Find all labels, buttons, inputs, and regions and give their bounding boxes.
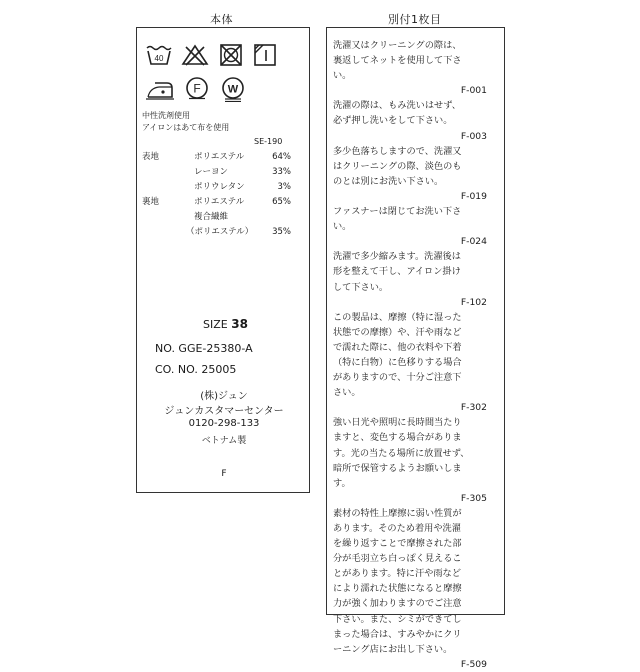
fabric-material: レーヨン xyxy=(194,167,229,177)
note-line: 裏返してネットを使用して下さ xyxy=(333,55,462,67)
note-line: により濡れた状態になると摩擦 xyxy=(333,583,462,595)
fabric-percent: 35% xyxy=(272,227,291,237)
fabric-row xyxy=(142,150,304,165)
customer-center: ジュンカスタマーセンター xyxy=(164,406,284,417)
note-line: とがあります。特に汗や雨など xyxy=(333,568,461,580)
note-line: 形を整えて干し、アイロン掛け xyxy=(333,266,461,278)
fabric-percent: 3% xyxy=(277,182,291,192)
fabric-material: 複合繊維 xyxy=(194,212,229,222)
note-line: い。 xyxy=(333,221,352,233)
note-line: で濡れた際に、他の衣料や下着 xyxy=(333,341,462,353)
size-line xyxy=(203,317,248,331)
note-code: F-001 xyxy=(460,85,487,97)
wet-clean-w-icon xyxy=(221,76,245,102)
fabric-material: （ポリエステル） xyxy=(186,227,254,237)
note-line: あります。そのため着用や洗濯 xyxy=(333,523,461,534)
note-line: がありますので、十分ご注意下 xyxy=(333,372,462,384)
note-line: 洗濯の際は、もみ洗いはせず、 xyxy=(333,100,461,112)
no-tumble-dry-icon xyxy=(219,44,243,66)
attached-label-header: 別付1枚目 xyxy=(388,13,442,26)
co-number: CO. NO. 25005 xyxy=(155,363,237,376)
fabric-part: 裏地 xyxy=(142,197,160,207)
note-line: ますと、変色する場合がありま xyxy=(333,432,462,444)
iron-low-with-cloth-icon xyxy=(145,78,175,100)
note-line: して下さい。 xyxy=(333,281,389,293)
fabric-percent: 65% xyxy=(272,197,291,207)
note-code: F-302 xyxy=(460,402,487,414)
note-code: F-305 xyxy=(460,492,487,504)
note-line: この製品は、摩擦（特に湿った xyxy=(333,311,462,323)
detergent-note: 中性洗剤使用 xyxy=(142,111,190,120)
fabric-percent: 64% xyxy=(272,152,291,162)
fabric-row xyxy=(142,180,304,195)
fabric-row xyxy=(142,195,304,210)
fabric-row xyxy=(142,225,304,240)
attached-care-label xyxy=(326,27,505,670)
company-name: (株)ジュン xyxy=(200,391,248,402)
note-line: 素材の特性上摩擦に弱い性質が xyxy=(333,507,462,519)
size-value: 38 xyxy=(231,317,248,331)
svg-text:F: F xyxy=(193,81,201,96)
size-label: SIZE xyxy=(203,318,228,331)
wash-tub-40-icon xyxy=(145,44,173,66)
note-code: F-019 xyxy=(460,190,487,202)
note-line: 洗濯又はクリーニングの際は、 xyxy=(333,40,462,51)
fabric-row xyxy=(142,165,304,180)
footer-mark: F xyxy=(221,469,227,479)
note-line: はクリーニングの際、淡色のも xyxy=(333,160,462,172)
item-number: NO. GGE-25380-A xyxy=(155,342,253,355)
fabric-row xyxy=(142,210,304,225)
main-label-header: 本体 xyxy=(210,13,233,26)
phone-number: 0120-298-133 xyxy=(188,418,260,429)
care-notes xyxy=(333,38,501,672)
fabric-material: ポリエステル xyxy=(194,152,245,162)
note-line: 暗所で保管するようお願いしま xyxy=(333,462,462,474)
note-line: まった場合は、すみやかにクリ xyxy=(333,628,462,640)
note-line: さい。 xyxy=(333,387,361,399)
country-of-origin: ベトナム製 xyxy=(201,436,247,446)
note-line: （特に白物）に色移りする場合 xyxy=(333,356,462,368)
iron-note: アイロンはあて布を使用 xyxy=(142,123,230,132)
main-care-label xyxy=(136,27,310,493)
note-line: 力が強く加わりますのでご注意 xyxy=(333,598,462,610)
no-bleach-icon xyxy=(181,44,209,66)
note-line: す。光の当たる場所に放置せず、 xyxy=(333,447,470,459)
note-line: 状態での摩擦）や、汗や雨など xyxy=(333,326,462,338)
note-code: F-024 xyxy=(460,236,487,248)
line-dry-shade-icon xyxy=(253,44,277,66)
note-line: 分が毛羽立ち白っぽく見えるこ xyxy=(333,553,462,565)
fabric-material: ポリウレタン xyxy=(194,182,245,192)
svg-text:W: W xyxy=(227,83,239,96)
fabric-part: 表地 xyxy=(142,152,160,162)
note-line: 必ず押し洗いをして下さい。 xyxy=(333,115,453,127)
note-line: 強い日光や照明に長時間当たり xyxy=(333,417,462,429)
note-line: のとは別にお洗い下さい。 xyxy=(333,175,444,187)
note-line: 多少色落ちしますので、洗濯又 xyxy=(333,145,462,157)
fabric-composition xyxy=(142,150,304,240)
note-code: F-509 xyxy=(460,658,487,670)
fabric-material: ポリエステル xyxy=(194,197,245,207)
note-line: 下さい。また、シミができてし xyxy=(333,613,462,625)
fabric-percent: 33% xyxy=(272,167,291,177)
note-code: F-003 xyxy=(460,130,487,142)
note-line: い。 xyxy=(333,70,352,82)
note-line: す。 xyxy=(333,477,351,489)
note-line: 洗濯で多少縮みます。洗濯後は xyxy=(333,251,461,263)
note-line: ーニング店にお出し下さい。 xyxy=(333,643,453,655)
note-line: を繰り返すことで摩擦された部 xyxy=(333,538,462,550)
style-code: SE-190 xyxy=(254,137,283,146)
note-line: ファスナーは閉じてお洗い下さ xyxy=(333,206,462,218)
dry-clean-f-icon xyxy=(185,76,209,100)
note-code: F-102 xyxy=(460,296,487,308)
svg-text:40: 40 xyxy=(154,54,164,63)
